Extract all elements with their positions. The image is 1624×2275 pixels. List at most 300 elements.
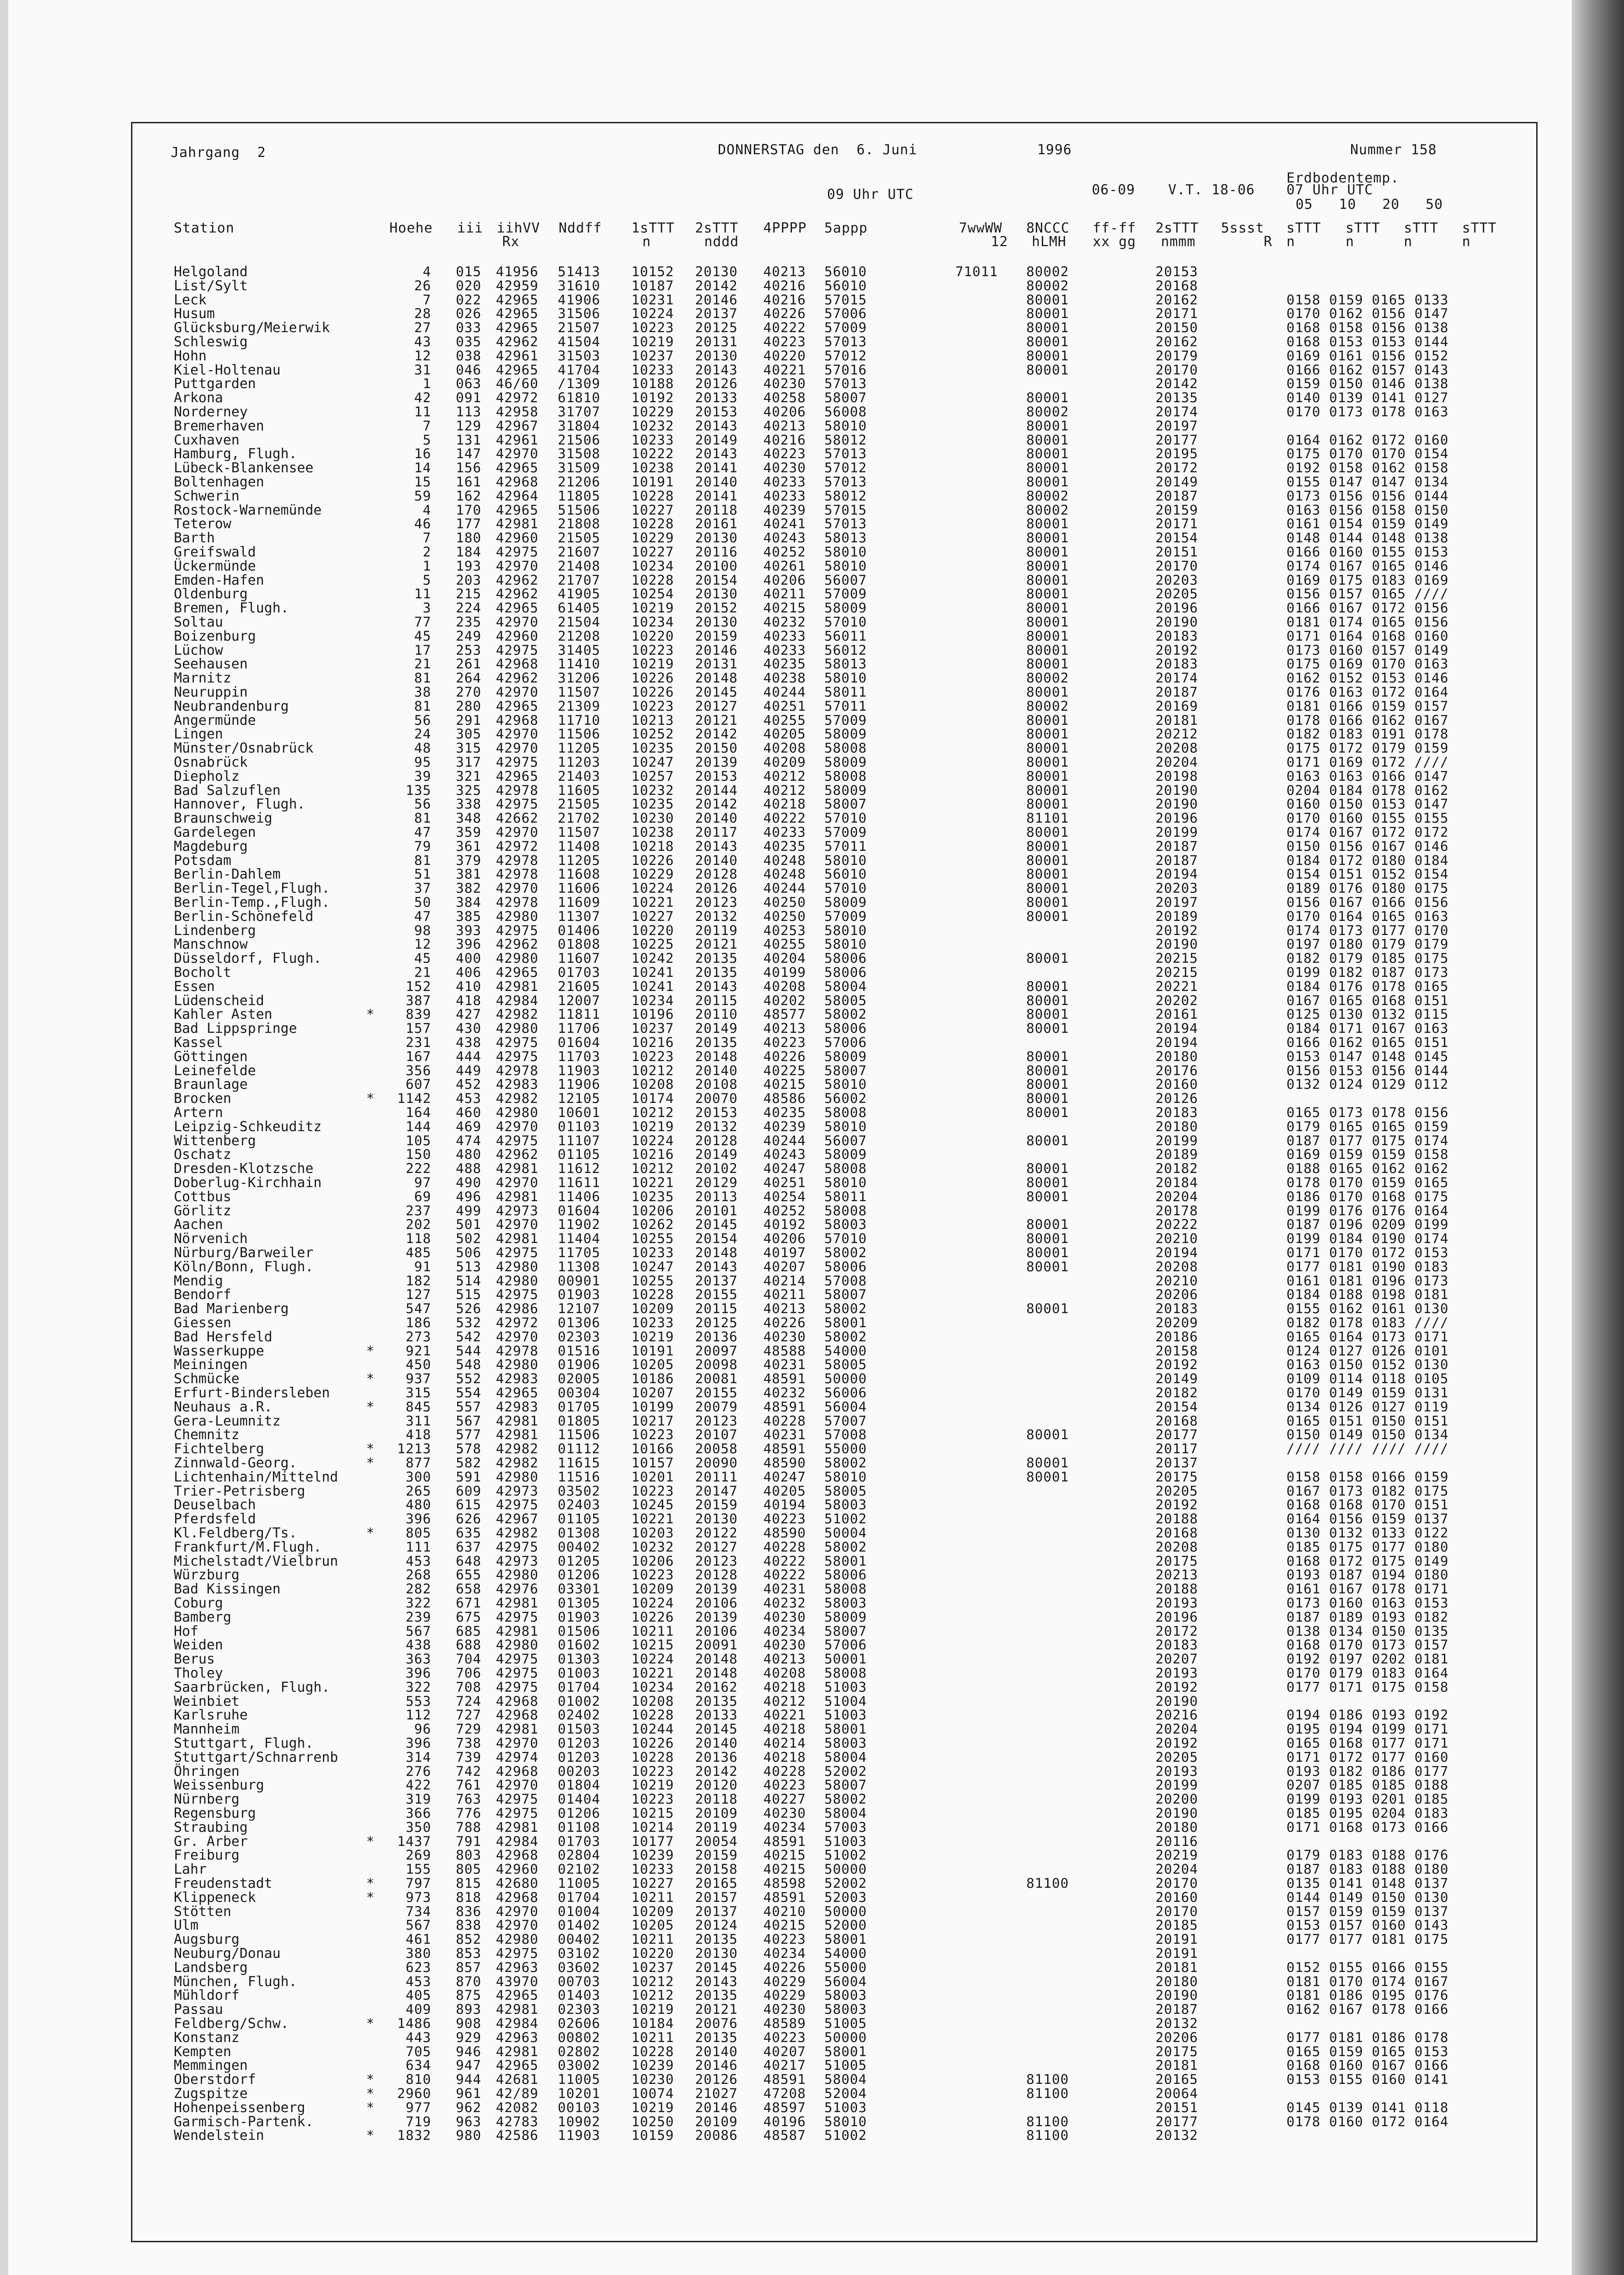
- table-row: [0, 572, 1556, 587]
- col-iihvv: iihVV: [497, 220, 540, 236]
- cell-iii: 857: [456, 1959, 482, 1975]
- cell-nddff: 01203: [558, 1735, 600, 1751]
- cell-2sttt-b: 20210: [1155, 1273, 1198, 1289]
- cell-4pppp: 40223: [763, 1511, 806, 1527]
- cell-hoehe: 453: [405, 1553, 431, 1569]
- cell-iii: 635: [456, 1525, 482, 1541]
- cell-nddff: 02606: [558, 2016, 600, 2031]
- cell-soil-temps: 0167 0165 0168 0151: [1286, 992, 1449, 1008]
- cell-8nccc: 80001: [1026, 306, 1069, 322]
- cell-8nccc: 80002: [1026, 404, 1069, 420]
- cell-iii: 944: [456, 2072, 482, 2088]
- cell-hoehe: 15: [414, 474, 431, 490]
- cell-iii: 577: [456, 1427, 482, 1443]
- cell-hoehe: 24: [414, 726, 431, 742]
- cell-iihvv: 42965: [496, 306, 539, 322]
- cell-soil-temps: 0145 0139 0141 0118: [1286, 2099, 1449, 2115]
- cell-4pppp: 40231: [763, 1427, 806, 1443]
- cell-soil-temps: 0125 0130 0132 0115: [1286, 1006, 1449, 1022]
- cell-4pppp: 40216: [763, 278, 806, 293]
- cell-1sttt: 10229: [631, 404, 674, 420]
- cell-iii: 177: [456, 516, 482, 532]
- station-name: Neuhaus a.R.: [174, 1399, 272, 1415]
- cell-2sttt: 20126: [695, 880, 738, 896]
- station-name: Kahler Asten: [174, 1006, 272, 1023]
- cell-2sttt: 20109: [695, 2113, 738, 2129]
- table-row: [0, 1623, 1556, 1638]
- cell-1sttt: 10211: [631, 1623, 674, 1639]
- cell-5appp: 58001: [824, 1553, 867, 1569]
- cell-4pppp: 40248: [763, 852, 806, 868]
- cell-4pppp: 40206: [763, 572, 806, 588]
- cell-5appp: 57015: [824, 502, 867, 518]
- cell-4pppp: 40221: [763, 362, 806, 378]
- cell-2sttt: 20155: [695, 1385, 738, 1400]
- cell-2sttt-b: 20168: [1155, 1525, 1198, 1541]
- cell-8nccc: 80001: [1026, 712, 1069, 728]
- cell-iii: 022: [456, 292, 482, 308]
- cell-2sttt: 20090: [695, 1455, 738, 1471]
- cell-hoehe: 79: [414, 838, 431, 854]
- cell-1sttt: 10220: [631, 1946, 674, 1961]
- cell-2sttt-b: 20190: [1155, 782, 1198, 798]
- cell-hoehe: 282: [405, 1581, 431, 1597]
- station-name: Passau: [174, 2002, 223, 2018]
- cell-2sttt-b: 20175: [1155, 1469, 1198, 1485]
- cell-2sttt: 20135: [695, 1693, 738, 1709]
- table-row: [0, 1021, 1556, 1035]
- cell-soil-temps: 0178 0160 0172 0164: [1286, 2113, 1449, 2129]
- cell-iii: 499: [456, 1203, 482, 1218]
- cell-nddff: 01205: [558, 1553, 600, 1569]
- cell-iihvv: 42980: [496, 1021, 539, 1036]
- cell-1sttt: 10212: [631, 1105, 674, 1120]
- cell-nddff: 01003: [558, 1665, 600, 1681]
- cell-hoehe: 237: [405, 1203, 431, 1218]
- cell-soil-temps: 0176 0163 0172 0164: [1286, 684, 1449, 700]
- station-name: Leinefelde: [174, 1062, 256, 1079]
- cell-4pppp: 40220: [763, 348, 806, 364]
- cell-1sttt: 10235: [631, 740, 674, 756]
- cell-soil-temps: 0193 0187 0194 0180: [1286, 1567, 1449, 1583]
- table-row: [0, 1651, 1556, 1666]
- cell-hoehe: 157: [405, 1021, 431, 1036]
- cell-4pppp: 40230: [763, 376, 806, 392]
- cell-iihvv: 42975: [496, 922, 539, 938]
- cell-5appp: 51003: [824, 1707, 867, 1723]
- cell-nddff: 01703: [558, 965, 600, 980]
- table-row: [0, 404, 1556, 419]
- cell-soil-temps: 0181 0186 0195 0176: [1286, 1987, 1449, 2003]
- date-label: DONNERSTAG den 6. Juni: [718, 142, 918, 158]
- cell-4pppp: 40222: [763, 1553, 806, 1569]
- cell-2sttt-b: 20197: [1155, 895, 1198, 910]
- station-name: Coburg: [174, 1595, 223, 1611]
- cell-2sttt: 20143: [695, 978, 738, 994]
- table-row: [0, 979, 1556, 993]
- col-2sttt-b-sub: nmmm: [1161, 234, 1196, 250]
- cell-nddff: 11205: [558, 852, 600, 868]
- cell-iihvv: 42978: [496, 1062, 539, 1078]
- cell-4pppp: 40223: [763, 1035, 806, 1050]
- cell-nddff: 11005: [558, 1876, 600, 1891]
- cell-soil-temps: 0167 0173 0182 0175: [1286, 1483, 1449, 1499]
- cell-iihvv: 42/89: [496, 2086, 539, 2101]
- cell-4pppp: 40233: [763, 628, 806, 644]
- cell-nddff: /1309: [558, 376, 600, 392]
- station-name: Schwerin: [174, 488, 240, 504]
- station-name: List/Sylt: [174, 278, 248, 294]
- cell-nddff: 02804: [558, 1847, 600, 1863]
- cell-5appp: 58006: [824, 965, 867, 980]
- cell-iii: 382: [456, 880, 482, 896]
- cell-2sttt-b: 20190: [1155, 1987, 1198, 2003]
- cell-4pppp: 48591: [763, 2072, 806, 2088]
- cell-soil-temps: 0154 0151 0152 0154: [1286, 866, 1449, 882]
- station-name: Frankfurt/M.Flugh.: [174, 1539, 322, 1555]
- cell-nddff: 12007: [558, 992, 600, 1008]
- cell-hoehe: 453: [405, 1973, 431, 1989]
- cell-2sttt-b: 20187: [1155, 488, 1198, 504]
- cell-hoehe: 567: [405, 1917, 431, 1933]
- station-name: Würzburg: [174, 1567, 240, 1583]
- cell-hoehe: 26: [414, 278, 431, 293]
- cell-soil-temps: 0199 0176 0176 0164: [1286, 1203, 1449, 1218]
- cell-iihvv: 42970: [496, 726, 539, 742]
- cell-iii: 410: [456, 978, 482, 994]
- cell-5appp: 51003: [824, 1833, 867, 1849]
- station-name: Magdeburg: [174, 838, 248, 854]
- station-name: Neuburg/Donau: [174, 1946, 281, 1962]
- cell-2sttt: 20129: [695, 1175, 738, 1190]
- cell-4pppp: 48591: [763, 1371, 806, 1387]
- cell-2sttt: 20157: [695, 1889, 738, 1905]
- cell-iihvv: 42975: [496, 1245, 539, 1260]
- cell-5appp: 58004: [824, 978, 867, 994]
- cell-2sttt-b: 20172: [1155, 1623, 1198, 1639]
- cell-iii: 321: [456, 768, 482, 784]
- cell-2sttt: 20132: [695, 908, 738, 924]
- cell-8nccc: 80002: [1026, 488, 1069, 504]
- cell-4pppp: 40227: [763, 1791, 806, 1807]
- cell-8nccc: 80001: [1026, 1077, 1069, 1092]
- table-row: [0, 1581, 1556, 1596]
- cell-2sttt-b: 20187: [1155, 2002, 1198, 2017]
- cell-iihvv: 42975: [496, 1805, 539, 1821]
- station-name: Saarbrücken, Flugh.: [174, 1679, 330, 1695]
- station-name: Giessen: [174, 1315, 232, 1331]
- cell-iihvv: 42968: [496, 712, 539, 728]
- cell-8nccc: 80001: [1026, 1161, 1069, 1177]
- cell-4pppp: 40223: [763, 446, 806, 462]
- cell-iihvv: 42972: [496, 838, 539, 854]
- cell-4pppp: 40239: [763, 502, 806, 518]
- cell-5appp: 57013: [824, 376, 867, 392]
- station-name: Bocholt: [174, 965, 232, 981]
- cell-soil-temps: 0171 0172 0177 0160: [1286, 1749, 1449, 1765]
- cell-soil-temps: 0188 0165 0162 0162: [1286, 1161, 1449, 1177]
- cell-8nccc: 80001: [1026, 684, 1069, 700]
- cell-iii: 704: [456, 1651, 482, 1667]
- cell-iii: 870: [456, 1973, 482, 1989]
- cell-iii: 658: [456, 1581, 482, 1597]
- cell-hoehe: 3: [423, 600, 431, 616]
- cell-2sttt: 20123: [695, 895, 738, 910]
- cell-soil-temps: 0182 0178 0183 ////: [1286, 1315, 1449, 1330]
- station-name: Bad Hersfeld: [174, 1329, 272, 1345]
- cell-2sttt: 20137: [695, 1273, 738, 1289]
- cell-iii: 557: [456, 1399, 482, 1415]
- cell-iihvv: 42982: [496, 1006, 539, 1022]
- cell-hoehe: 56: [414, 712, 431, 728]
- station-name: Lichtenhain/Mittelnd: [174, 1469, 338, 1485]
- cell-iihvv: 42973: [496, 1203, 539, 1218]
- cell-2sttt-b: 20182: [1155, 1161, 1198, 1177]
- col-sttt-10: sTTT: [1346, 220, 1381, 236]
- cell-iihvv: 42962: [496, 670, 539, 686]
- cell-1sttt: 10230: [631, 810, 674, 826]
- cell-5appp: 50000: [824, 1371, 867, 1387]
- cell-2sttt: 20140: [695, 852, 738, 868]
- cell-hoehe: 480: [405, 1497, 431, 1513]
- station-name: Arkona: [174, 390, 223, 406]
- cell-nddff: 00103: [558, 2099, 600, 2115]
- cell-2sttt: 20140: [695, 810, 738, 826]
- cell-4pppp: 40234: [763, 1819, 806, 1835]
- cell-2sttt-b: 20190: [1155, 614, 1198, 630]
- cell-iii: 147: [456, 446, 482, 462]
- cell-iihvv: 42980: [496, 1637, 539, 1653]
- cell-4pppp: 40218: [763, 1721, 806, 1737]
- cell-iihvv: 42980: [496, 1273, 539, 1289]
- col-sttt-20-sub: n: [1404, 234, 1413, 250]
- cell-iihvv: 42970: [496, 1329, 539, 1345]
- cell-soil-temps: 0173 0160 0163 0153: [1286, 1595, 1449, 1611]
- cell-iihvv: 42975: [496, 1497, 539, 1513]
- cell-2sttt-b: 20175: [1155, 1553, 1198, 1569]
- cell-1sttt: 10212: [631, 1161, 674, 1177]
- cell-hoehe: 43: [414, 334, 431, 349]
- cell-1sttt: 10226: [631, 1735, 674, 1751]
- cell-nddff: 03301: [558, 1581, 600, 1597]
- table-row: [0, 866, 1556, 881]
- cell-hoehe: 118: [405, 1231, 431, 1247]
- cell-4pppp: 40230: [763, 1805, 806, 1821]
- cell-nddff: 01303: [558, 1651, 600, 1667]
- cell-2sttt-b: 20179: [1155, 348, 1198, 364]
- cell-hoehe: 69: [414, 1188, 431, 1204]
- mountain-flag: *: [366, 2072, 375, 2088]
- cell-2sttt-b: 20181: [1155, 712, 1198, 728]
- station-name: München, Flugh.: [174, 1973, 297, 1990]
- cell-5appp: 57009: [824, 824, 867, 840]
- cell-8nccc: 80002: [1026, 278, 1069, 293]
- cell-2sttt: 20107: [695, 1427, 738, 1443]
- cell-iii: 381: [456, 866, 482, 882]
- cell-hoehe: 97: [414, 1175, 431, 1190]
- cell-iihvv: 42965: [496, 292, 539, 308]
- cell-iihvv: 42982: [496, 1525, 539, 1541]
- cell-iihvv: 46/60: [496, 376, 539, 392]
- cell-nddff: 21309: [558, 698, 600, 714]
- cell-iihvv: 42968: [496, 474, 539, 490]
- cell-2sttt-b: 20187: [1155, 852, 1198, 868]
- station-name: Augsburg: [174, 1931, 240, 1948]
- cell-iii: 578: [456, 1441, 482, 1457]
- cell-8nccc: 80001: [1026, 880, 1069, 896]
- cell-2sttt: 20133: [695, 1707, 738, 1723]
- cell-5appp: 56002: [824, 1091, 867, 1107]
- cell-hoehe: 112: [405, 1707, 431, 1723]
- cell-1sttt: 10257: [631, 768, 674, 784]
- cell-soil-temps: 0199 0184 0190 0174: [1286, 1231, 1449, 1247]
- cell-4pppp: 40251: [763, 1175, 806, 1190]
- station-name: Norderney: [174, 404, 248, 420]
- cell-soil-temps: 0199 0182 0187 0173: [1286, 965, 1449, 980]
- cell-iii: 738: [456, 1735, 482, 1751]
- cell-5appp: 58005: [824, 1357, 867, 1373]
- station-name: Emden-Hafen: [174, 572, 264, 588]
- cell-8nccc: 81100: [1026, 2128, 1069, 2144]
- cell-hoehe: 319: [405, 1791, 431, 1807]
- cell-iihvv: 41956: [496, 264, 539, 279]
- cell-5appp: 57016: [824, 362, 867, 378]
- cell-nddff: 11705: [558, 1245, 600, 1260]
- cell-iihvv: 42970: [496, 880, 539, 896]
- cell-1sttt: 10239: [631, 1847, 674, 1863]
- table-row: [0, 628, 1556, 643]
- cell-2sttt: 20135: [695, 1987, 738, 2003]
- cell-nddff: 01516: [558, 1343, 600, 1359]
- cell-iihvv: 42980: [496, 1469, 539, 1485]
- table-row: [0, 810, 1556, 825]
- cell-nddff: 11811: [558, 1006, 600, 1022]
- cell-iii: 591: [456, 1469, 482, 1485]
- cell-2sttt: 20120: [695, 1777, 738, 1793]
- cell-5appp: 58009: [824, 600, 867, 616]
- cell-5appp: 58013: [824, 530, 867, 546]
- cell-iihvv: 42978: [496, 852, 539, 868]
- cell-1sttt: 10227: [631, 502, 674, 518]
- cell-iihvv: 42982: [496, 1455, 539, 1471]
- cell-1sttt: 10219: [631, 1118, 674, 1134]
- cell-iihvv: 42662: [496, 810, 539, 826]
- cell-iii: 235: [456, 614, 482, 630]
- cell-5appp: 54000: [824, 1946, 867, 1961]
- station-name: Leck: [174, 292, 207, 308]
- cell-iihvv: 42965: [496, 2058, 539, 2073]
- cell-1sttt: 10221: [631, 1175, 674, 1190]
- cell-soil-temps: 0169 0159 0159 0158: [1286, 1147, 1449, 1163]
- cell-5appp: 58006: [824, 1021, 867, 1036]
- cell-iii: 035: [456, 334, 482, 349]
- cell-iihvv: 42968: [496, 1707, 539, 1723]
- table-row: [0, 1077, 1556, 1091]
- col-8nccc: 8NCCC: [1026, 220, 1070, 236]
- cell-2sttt-b: 20154: [1155, 1399, 1198, 1415]
- cell-nddff: 01602: [558, 1637, 600, 1653]
- cell-2sttt-b: 20193: [1155, 1595, 1198, 1611]
- table-row: [0, 839, 1556, 853]
- station-name: Gr. Arber: [174, 1833, 248, 1850]
- station-name: Berlin-Tegel,Flugh.: [174, 880, 330, 897]
- cell-8nccc: 80001: [1026, 292, 1069, 308]
- cell-4pppp: 40233: [763, 474, 806, 490]
- cell-4pppp: 40223: [763, 1931, 806, 1947]
- cell-nddff: 31508: [558, 446, 600, 462]
- table-row: [0, 1595, 1556, 1610]
- cell-2sttt: 20126: [695, 376, 738, 392]
- cell-hoehe: 28: [414, 306, 431, 322]
- cell-nddff: 11615: [558, 1455, 600, 1471]
- table-row: [0, 1231, 1556, 1245]
- cell-1sttt: 10203: [631, 1525, 674, 1541]
- cell-1sttt: 10209: [631, 1301, 674, 1317]
- cell-nddff: 11516: [558, 1469, 600, 1485]
- cell-iii: 184: [456, 544, 482, 560]
- table-row: [0, 796, 1556, 811]
- cell-8nccc: 80001: [1026, 348, 1069, 364]
- cell-soil-temps: 0175 0170 0170 0154: [1286, 446, 1449, 462]
- table-row: [0, 558, 1556, 573]
- cell-5appp: 52003: [824, 1889, 867, 1905]
- cell-nddff: 01805: [558, 1413, 600, 1429]
- cell-8nccc: 80001: [1026, 320, 1069, 336]
- cell-4pppp: 40223: [763, 1777, 806, 1793]
- cell-nddff: 01004: [558, 1903, 600, 1919]
- cell-5appp: 52000: [824, 1917, 867, 1933]
- cell-nddff: 11903: [558, 1062, 600, 1078]
- cell-1sttt: 10228: [631, 1287, 674, 1303]
- cell-iihvv: 42958: [496, 404, 539, 420]
- cell-2sttt-b: 20208: [1155, 1259, 1198, 1274]
- table-row: [0, 1890, 1556, 1904]
- cell-nddff: 11606: [558, 880, 600, 896]
- cell-5appp: 57009: [824, 586, 867, 602]
- cell-hoehe: 81: [414, 852, 431, 868]
- cell-4pppp: 40202: [763, 992, 806, 1008]
- cell-2sttt-b: 20186: [1155, 1329, 1198, 1345]
- mountain-flag: *: [366, 1876, 375, 1891]
- issue-number: Nummer 158: [1350, 142, 1437, 158]
- cell-soil-temps: //// //// //// ////: [1286, 1441, 1449, 1457]
- cell-2sttt: 20148: [695, 1048, 738, 1064]
- cell-4pppp: 40226: [763, 1048, 806, 1064]
- cell-8nccc: 80001: [1026, 796, 1069, 812]
- cell-nddff: 03102: [558, 1946, 600, 1961]
- cell-nddff: 41504: [558, 334, 600, 349]
- cell-soil-temps: 0179 0183 0188 0176: [1286, 1847, 1449, 1863]
- cell-iii: 838: [456, 1917, 482, 1933]
- cell-iii: 962: [456, 2099, 482, 2115]
- cell-iihvv: 42960: [496, 628, 539, 644]
- cell-hoehe: 202: [405, 1217, 431, 1233]
- cell-5appp: 58008: [824, 1161, 867, 1177]
- station-name: Chemnitz: [174, 1427, 240, 1443]
- cell-1sttt: 10226: [631, 1609, 674, 1625]
- cell-2sttt: 20148: [695, 670, 738, 686]
- utc07-label: 07 Uhr UTC: [1286, 182, 1373, 198]
- cell-hoehe: 7: [423, 292, 431, 308]
- station-name: Erfurt-Bindersleben: [174, 1385, 330, 1401]
- cell-4pppp: 40241: [763, 516, 806, 532]
- cell-hoehe: 39: [414, 768, 431, 784]
- cell-2sttt-b: 20159: [1155, 502, 1198, 518]
- cell-hoehe: 152: [405, 978, 431, 994]
- cell-hoehe: 45: [414, 628, 431, 644]
- cell-2sttt: 20142: [695, 1763, 738, 1779]
- table-row: [0, 1147, 1556, 1161]
